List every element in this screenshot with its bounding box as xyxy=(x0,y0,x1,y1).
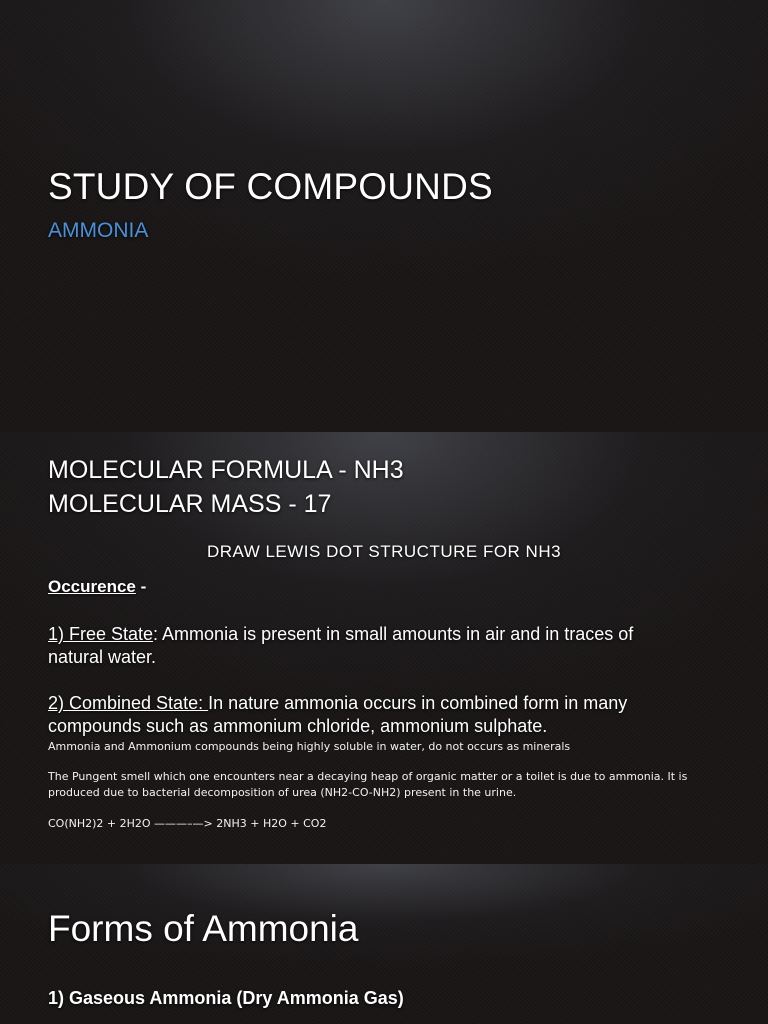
gaseous-ammonia-heading: 1) Gaseous Ammonia (Dry Ammonia Gas) xyxy=(48,988,404,1008)
slide-ammonia-details xyxy=(0,432,768,864)
lewis-structure-note: DRAW LEWIS DOT STRUCTURE FOR NH3 xyxy=(206,542,562,561)
slide-subtitle: AMMONIA xyxy=(48,219,149,242)
molecular-formula: MOLECULAR FORMULA - NH3 xyxy=(48,456,404,484)
combined-state-label: 2) Combined State: xyxy=(48,693,209,713)
combined-state-paragraph xyxy=(48,692,688,738)
combined-state-text: In nature ammonia occurs in combined form in many compounds such as ammonium chloride, ammonium sulphate. xyxy=(48,693,628,736)
slide-title xyxy=(0,0,768,432)
urea-reaction: CO(NH2)2 + 2H2O ———–—> 2NH3 + H2O + CO2 xyxy=(48,817,327,830)
forms-title: Forms of Ammonia xyxy=(48,908,359,949)
pungent-smell-note: The Pungent smell which one encounters near a decaying heap of organic matter or a toilet is due to ammonia. It is produced due to bacterial decomposition of urea (NH2-CO-NH2) present in the urine. xyxy=(48,770,688,799)
free-state-paragraph xyxy=(48,623,688,669)
occurence-suffix: - xyxy=(135,577,147,596)
free-state-label: 1) Free State xyxy=(48,624,154,644)
minerals-note: Ammonia and Ammonium compounds being highly soluble in water, do not occurs as minerals xyxy=(48,740,571,753)
slide-forms-of-ammonia xyxy=(0,864,768,1024)
slide-title-heading: STUDY OF COMPOUNDS xyxy=(48,166,493,207)
molecular-mass: MOLECULAR MASS - 17 xyxy=(48,490,332,518)
free-state-text: : Ammonia is present in small amounts in air and in traces of natural water. xyxy=(48,624,634,667)
occurence-heading xyxy=(48,577,146,597)
occurence-label: Occurence xyxy=(48,577,136,596)
